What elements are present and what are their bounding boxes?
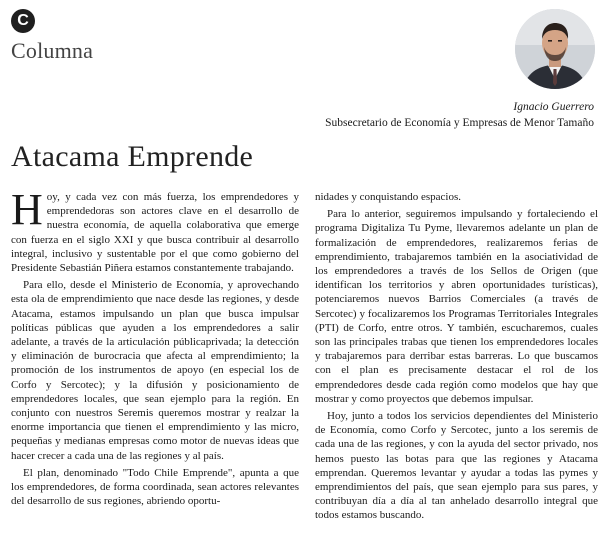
article-column-left	[11, 185, 299, 511]
paragraph: nidades y conquistando espacios.	[315, 191, 462, 203]
section-label: Columna	[11, 38, 94, 63]
author-role: Subsecretario de Economía y Empresas de Menor Tamaño	[325, 117, 594, 129]
paragraph-text: oy, y cada vez con más fuerza, los emprendedores y emprendedoras son actores clave en el desarrollo de nuestra economía, de aquella colaborativa que emerge con fuerza en el siglo XXI y que busca contribuir al desarrollo integral, inclusivo y sustentable por el que como gobierno del Presidente Sebastián Piñera estamos constantemente trabajando.	[11, 191, 299, 275]
author-portrait-icon	[515, 9, 595, 89]
article-column-right	[315, 190, 598, 526]
paragraph: Hoy, junto a todos los servicios dependientes del Ministerio de Economía, como Corfo y Sercotec, junto a los seremis de cada una de las regiones, y con la ayuda del sector privado, nos hemos puesto las botas para que las regiones y Atacama emprendan. Queremos levantar y ayudar a todas las pymes y emprendimientos del país, que sean ejemplo para sus pares, y contribuyan día a día al tan anhelado desarrollo integral que todos estamos buscando.	[315, 410, 598, 522]
section-badge: C	[11, 9, 35, 33]
author-name: Ignacio Guerrero	[513, 101, 594, 113]
article-title: Atacama Emprende	[11, 140, 254, 173]
paragraph: Para lo anterior, seguiremos impulsando y fortaleciendo el programa Digitaliza Tu Pyme, llevaremos adelante un plan de formalización de emprendedores, realizaremos ferias de emprendimiento, trabajaremos también en la asociatividad de los emprendedores a través de los Sellos de Origen (que identifican los territorios y abren oportunidades turísticas), potenciaremos nuevos Barrios Comerciales (a través de Sercotec) y focalizaremos los Programas Territoriales Integrales (PTI) de Corfo, entre otros. Y también, escucharemos, cuales son las principales trabas que tienen los emprendedores locales y trabajaremos para derribar estas barreras. Lo que buscamos con el plan es precisamente destacar el rol de los emprendedores desde cada región como modelos que hay que mostrar y como proyectos que debemos impulsar.	[315, 208, 598, 405]
paragraph	[11, 185, 299, 275]
drop-cap: H	[11, 185, 43, 234]
paragraph: Para ello, desde el Ministerio de Economía, y aprovechando esta ola de emprendimiento que nace desde las regiones, y desde Atacama, estamos impulsando un plan que busca impulsar políticas públicas que ayuden a los emprendedores a salir adelante, a través de la articulación públicaprivada; la detección y eliminación de burocracia que afecta al emprendimiento; la promoción de los instrumentos de apoyo (en especial los de Corfo y Sercotec); y la difusión y posicionamiento de emprendedores locales, que sean ejemplo para la región. En conjunto con nuestros Seremis queremos mostrar y realzar la enorme importancia que tienen el emprendimiento y las micro, pequeñas y medianas empresas como motor de nuevas ideas que hacer crecer a cada una de las regiones y al país.	[11, 279, 299, 462]
paragraph: El plan, denominado "Todo Chile Emprende", apunta a que los emprendedores, de forma coordinada, sean actores relevantes del desarrollo de sus regiones, abriendo oportu-	[11, 466, 299, 508]
author-photo	[515, 9, 595, 89]
